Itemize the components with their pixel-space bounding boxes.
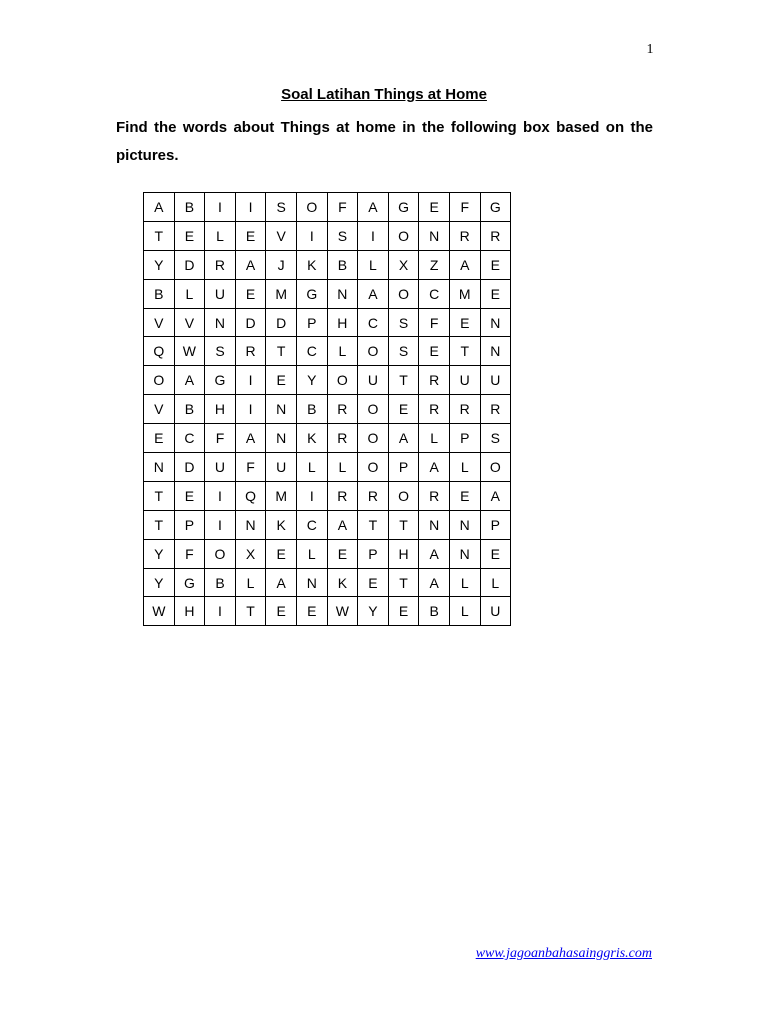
grid-cell: R [449, 221, 480, 250]
grid-cell: A [327, 510, 358, 539]
grid-cell: M [449, 279, 480, 308]
grid-cell: I [205, 481, 236, 510]
grid-cell: N [144, 453, 175, 482]
grid-cell: T [266, 337, 297, 366]
grid-cell: E [388, 597, 419, 626]
grid-cell: Y [144, 250, 175, 279]
grid-cell: Y [144, 568, 175, 597]
grid-cell: M [266, 481, 297, 510]
grid-cell: A [388, 424, 419, 453]
grid-cell: N [480, 337, 511, 366]
grid-cell: E [266, 539, 297, 568]
grid-cell: I [205, 510, 236, 539]
grid-cell: L [296, 453, 327, 482]
grid-cell: N [266, 424, 297, 453]
grid-cell: A [235, 424, 266, 453]
grid-cell: E [144, 424, 175, 453]
grid-cell: Q [235, 481, 266, 510]
grid-cell: D [174, 250, 205, 279]
grid-cell: W [144, 597, 175, 626]
grid-cell: N [327, 279, 358, 308]
grid-cell: E [266, 597, 297, 626]
grid-cell: B [327, 250, 358, 279]
grid-cell: X [235, 539, 266, 568]
grid-cell: E [235, 279, 266, 308]
grid-cell: V [174, 308, 205, 337]
grid-cell: E [327, 539, 358, 568]
grid-cell: Y [144, 539, 175, 568]
grid-cell: A [449, 250, 480, 279]
grid-cell: H [174, 597, 205, 626]
grid-cell: F [449, 193, 480, 222]
grid-cell: L [419, 424, 450, 453]
page-number: 1 [646, 42, 654, 57]
grid-cell: A [358, 279, 389, 308]
grid-cell: O [358, 337, 389, 366]
grid-cell: L [358, 250, 389, 279]
grid-row [144, 193, 511, 222]
grid-cell: T [388, 568, 419, 597]
grid-cell: I [235, 395, 266, 424]
grid-cell: L [235, 568, 266, 597]
grid-cell: A [144, 193, 175, 222]
grid-cell: O [388, 221, 419, 250]
grid-cell: M [266, 279, 297, 308]
grid-cell: U [266, 453, 297, 482]
grid-cell: K [296, 424, 327, 453]
grid-cell: R [327, 395, 358, 424]
grid-cell: L [296, 539, 327, 568]
grid-cell: O [358, 395, 389, 424]
grid-cell: F [205, 424, 236, 453]
grid-cell: Y [358, 597, 389, 626]
grid-cell: U [205, 279, 236, 308]
grid-cell: R [480, 395, 511, 424]
grid-cell: D [235, 308, 266, 337]
grid-cell: F [174, 539, 205, 568]
grid-row [144, 510, 511, 539]
grid-cell: A [266, 568, 297, 597]
grid-cell: L [327, 337, 358, 366]
grid-cell: N [449, 510, 480, 539]
grid-cell: H [205, 395, 236, 424]
grid-cell: E [174, 481, 205, 510]
grid-cell: S [327, 221, 358, 250]
grid-cell: K [327, 568, 358, 597]
grid-cell: L [449, 597, 480, 626]
grid-cell: F [327, 193, 358, 222]
grid-cell: C [296, 337, 327, 366]
grid-cell: W [174, 337, 205, 366]
grid-cell: W [327, 597, 358, 626]
grid-cell: K [266, 510, 297, 539]
grid-cell: E [235, 221, 266, 250]
grid-cell: N [235, 510, 266, 539]
grid-row [144, 481, 511, 510]
grid-cell: O [358, 424, 389, 453]
grid-cell: T [358, 510, 389, 539]
grid-cell: A [480, 481, 511, 510]
grid-cell: V [144, 308, 175, 337]
grid-cell: O [205, 539, 236, 568]
grid-cell: T [235, 597, 266, 626]
grid-cell: G [205, 366, 236, 395]
grid-cell: V [144, 395, 175, 424]
grid-cell: E [480, 250, 511, 279]
grid-cell: I [205, 597, 236, 626]
grid-cell: R [480, 221, 511, 250]
grid-cell: P [480, 510, 511, 539]
grid-cell: O [144, 366, 175, 395]
grid-cell: B [205, 568, 236, 597]
grid-cell: L [327, 453, 358, 482]
grid-cell: E [296, 597, 327, 626]
grid-cell: D [266, 308, 297, 337]
grid-cell: L [205, 221, 236, 250]
grid-cell: L [449, 568, 480, 597]
grid-cell: R [419, 481, 450, 510]
grid-row [144, 539, 511, 568]
grid-row [144, 424, 511, 453]
grid-cell: J [266, 250, 297, 279]
grid-cell: N [266, 395, 297, 424]
grid-cell: T [144, 221, 175, 250]
grid-cell: N [480, 308, 511, 337]
grid-cell: Y [296, 366, 327, 395]
grid-cell: T [388, 510, 419, 539]
grid-cell: E [480, 279, 511, 308]
grid-cell: I [296, 481, 327, 510]
grid-cell: O [388, 481, 419, 510]
instruction-text: Find the words about Things at home in the following box based on the pictures. [116, 119, 653, 164]
grid-cell: G [480, 193, 511, 222]
grid-cell: C [419, 279, 450, 308]
grid-cell: Z [419, 250, 450, 279]
grid-cell: A [419, 568, 450, 597]
grid-cell: B [296, 395, 327, 424]
grid-cell: I [296, 221, 327, 250]
grid-cell: E [449, 308, 480, 337]
grid-cell: A [174, 366, 205, 395]
grid-cell: U [480, 366, 511, 395]
grid-row [144, 453, 511, 482]
word-search-grid-body [144, 193, 511, 626]
grid-cell: E [266, 366, 297, 395]
grid-row [144, 568, 511, 597]
grid-cell: P [358, 539, 389, 568]
grid-cell: E [449, 481, 480, 510]
grid-cell: S [480, 424, 511, 453]
grid-cell: R [205, 250, 236, 279]
grid-cell: E [419, 193, 450, 222]
grid-cell: A [235, 250, 266, 279]
grid-cell: R [449, 395, 480, 424]
grid-cell: L [449, 453, 480, 482]
grid-cell: F [235, 453, 266, 482]
grid-cell: R [327, 481, 358, 510]
grid-cell: N [205, 308, 236, 337]
grid-row [144, 366, 511, 395]
grid-cell: B [419, 597, 450, 626]
grid-cell: U [358, 366, 389, 395]
grid-cell: P [174, 510, 205, 539]
grid-cell: R [419, 366, 450, 395]
grid-cell: E [174, 221, 205, 250]
grid-cell: O [296, 193, 327, 222]
grid-cell: L [174, 279, 205, 308]
grid-cell: H [327, 308, 358, 337]
grid-row [144, 395, 511, 424]
grid-cell: C [358, 308, 389, 337]
grid-cell: B [174, 193, 205, 222]
grid-cell: U [205, 453, 236, 482]
grid-cell: O [480, 453, 511, 482]
grid-row [144, 279, 511, 308]
grid-cell: N [419, 510, 450, 539]
grid-cell: R [327, 424, 358, 453]
grid-cell: S [205, 337, 236, 366]
grid-cell: H [388, 539, 419, 568]
word-search-grid [143, 192, 511, 626]
grid-cell: O [358, 453, 389, 482]
grid-cell: R [358, 481, 389, 510]
grid-cell: L [480, 568, 511, 597]
grid-row [144, 221, 511, 250]
grid-cell: I [235, 366, 266, 395]
grid-cell: Q [144, 337, 175, 366]
grid-cell: E [358, 568, 389, 597]
grid-cell: U [449, 366, 480, 395]
grid-cell: C [174, 424, 205, 453]
grid-cell: C [296, 510, 327, 539]
grid-cell: D [174, 453, 205, 482]
grid-cell: I [205, 193, 236, 222]
grid-cell: E [480, 539, 511, 568]
grid-cell: B [144, 279, 175, 308]
grid-cell: U [480, 597, 511, 626]
grid-cell: K [296, 250, 327, 279]
grid-cell: A [358, 193, 389, 222]
grid-cell: V [266, 221, 297, 250]
grid-cell: P [388, 453, 419, 482]
website-link[interactable]: www.jagoanbahasainggris.com [475, 946, 652, 961]
grid-cell: G [388, 193, 419, 222]
grid-cell: T [388, 366, 419, 395]
grid-cell: T [144, 481, 175, 510]
grid-cell: G [296, 279, 327, 308]
grid-cell: R [419, 395, 450, 424]
grid-row [144, 308, 511, 337]
grid-cell: I [358, 221, 389, 250]
grid-cell: N [296, 568, 327, 597]
grid-row [144, 597, 511, 626]
grid-cell: E [388, 395, 419, 424]
grid-cell: R [235, 337, 266, 366]
worksheet-title: Soal Latihan Things at Home [281, 86, 487, 103]
grid-cell: S [266, 193, 297, 222]
grid-cell: G [174, 568, 205, 597]
grid-row [144, 250, 511, 279]
grid-cell: E [419, 337, 450, 366]
grid-cell: P [449, 424, 480, 453]
grid-cell: O [327, 366, 358, 395]
grid-cell: N [419, 221, 450, 250]
grid-cell: O [388, 279, 419, 308]
grid-cell: X [388, 250, 419, 279]
grid-cell: T [144, 510, 175, 539]
grid-cell: S [388, 337, 419, 366]
grid-cell: B [174, 395, 205, 424]
grid-cell: T [449, 337, 480, 366]
grid-cell: N [449, 539, 480, 568]
grid-cell: S [388, 308, 419, 337]
grid-cell: A [419, 539, 450, 568]
grid-cell: P [296, 308, 327, 337]
grid-cell: A [419, 453, 450, 482]
grid-row [144, 337, 511, 366]
grid-cell: I [235, 193, 266, 222]
grid-cell: F [419, 308, 450, 337]
